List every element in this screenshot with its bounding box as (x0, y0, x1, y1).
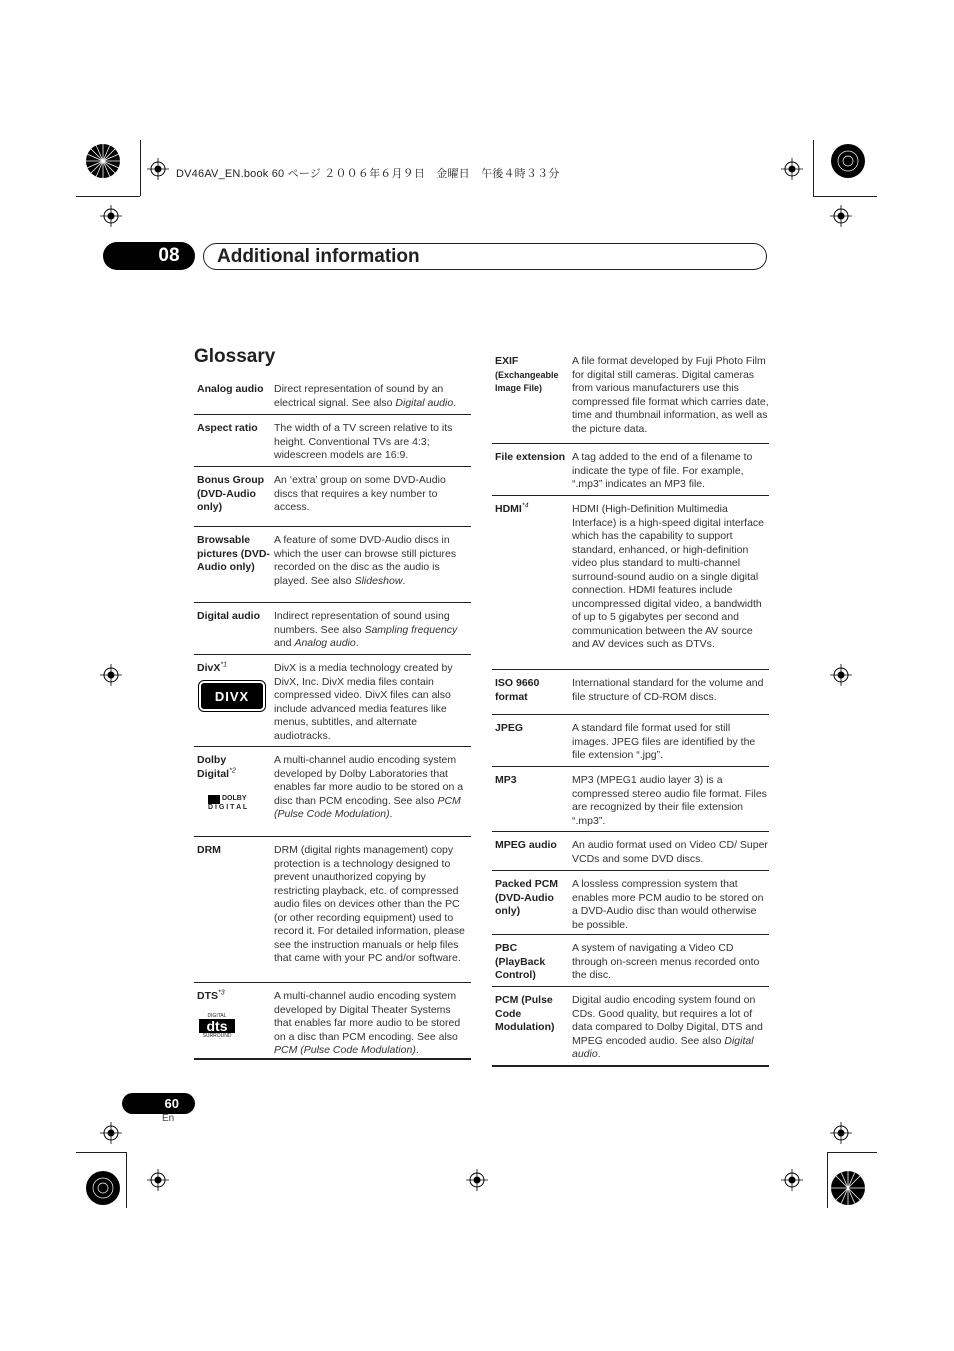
registration-sunburst-icon (85, 1170, 121, 1206)
glossary-definition: An ‘extra’ group on some DVD-Audio discs that requires a key number to access. (274, 474, 446, 513)
glossary-entry-analog-audio (194, 376, 471, 414)
print-slug: DV46AV_EN.book 60 ページ ２００６年６月９日 金曜日 午後４時３３分 (176, 168, 560, 180)
glossary-term: MP3 (495, 774, 517, 786)
glossary-definition: The width of a TV screen relative to its height. Conventional TVs are 4:3; widescreen models are 16:9. (274, 422, 453, 461)
registration-crosshair-icon (100, 1122, 122, 1144)
glossary-entry-dolby-digital (194, 746, 471, 836)
chapter-number-badge: 08 (103, 242, 195, 270)
glossary-entry-packed-pcm (492, 870, 769, 934)
glossary-term: HDMI$^{*4}$ (495, 502, 529, 515)
glossary-entry-aspect-ratio (194, 414, 471, 466)
glossary-definition: Direct representation of sound by an electrical signal. See also Digital audio. (274, 383, 457, 409)
glossary-term: JPEG (495, 722, 524, 734)
registration-crosshair-icon (147, 158, 169, 180)
glossary-entry-drm (194, 836, 471, 982)
page-language: En (162, 1113, 175, 1124)
glossary-term: Aspect ratio (197, 422, 258, 434)
glossary-definition: International standard for the volume and file structure of CD-ROM discs. (572, 677, 764, 703)
glossary-term: Packed PCM (DVD-Audio only) (495, 878, 559, 917)
registration-crosshair-icon (100, 205, 122, 227)
glossary-entry-dts (194, 982, 471, 1060)
glossary-entry-browsable-pictures (194, 526, 471, 602)
glossary-entry-exif (492, 348, 769, 443)
registration-crosshair-icon (466, 1169, 488, 1191)
glossary-term: PBC (PlayBack Control) (495, 942, 546, 981)
glossary-term: PCM (Pulse Code Modulation) (495, 994, 555, 1033)
glossary-entry-iso-9660 (492, 669, 769, 714)
glossary-definition: A file format developed by Fuji Photo Film for digital still cameras. Digital cameras from various manufacturers use this compressed file format which carries date, time and thumbnail information, as well as the picture data. (572, 355, 769, 435)
glossary-definition: Indirect representation of sound using numbers. See also Sampling frequency and Analog audio. (274, 610, 458, 649)
registration-sunburst-icon (830, 143, 866, 179)
glossary-term: Analog audio (197, 383, 264, 395)
glossary-definition: A multi-channel audio encoding system developed by Digital Theater Systems that enables far more audio to be stored on a disc than PCM encoding. See also PCM (Pulse Code Modulation). (274, 990, 461, 1056)
glossary-column-right (492, 348, 769, 1067)
glossary-term: ISO 9660 format (495, 677, 540, 703)
glossary-term: Bonus Group (DVD-Audio only) (197, 474, 265, 513)
glossary-entry-pbc (492, 934, 769, 986)
glossary-entry-file-extension (492, 443, 769, 495)
page-number: 60 (122, 1093, 195, 1114)
glossary-term: MPEG audio (495, 839, 557, 851)
glossary-definition: A multi-channel audio encoding system developed by Dolby Laboratories that enables far more audio to be stored on a disc than PCM encoding. See also PCM (Pulse Code Modulation). (274, 754, 464, 820)
dolby-digital-logo: DOLBY D I G I T A L (208, 795, 248, 811)
chapter-title: Additional information (203, 243, 767, 270)
glossary-definition: An audio format used on Video CD/ Super VCDs and some DVD discs. (572, 839, 768, 865)
section-title: Glossary (194, 346, 276, 367)
divx-logo: DIVX (199, 681, 265, 711)
glossary-definition: A standard file format used for still images. JPEG files are identified by the file extension “.jpg”. (572, 722, 756, 761)
glossary-entry-pcm (492, 986, 769, 1067)
dts-logo: DIGITAL dts SURROUND (199, 1013, 235, 1039)
registration-crosshair-icon (100, 664, 122, 686)
glossary-definition: HDMI (High-Definition Multimedia Interface) is a high-speed digital interface which has the capability to support standard, enhanced, or high-definition video plus standard to multi-channel surround-sound audio on a single digital connection. HDMI features include uncompressed digital video, a bandwidth of up to 5 gigabytes per second and communication between the AV source and AV devices such as DTVs. (572, 503, 765, 650)
glossary-entry-hdmi (492, 495, 769, 669)
glossary-entry-divx (194, 654, 471, 746)
glossary-entry-digital-audio (194, 602, 471, 654)
glossary-definition: MP3 (MPEG1 audio layer 3) is a compressed stereo audio file format. Files are recognized by their file extension “.mp3”. (572, 774, 767, 827)
glossary-term: Browsable pictures (DVD-Audio only) (197, 534, 270, 573)
glossary-definition: A lossless compression system that enables more PCM audio to be stored on a DVD-Audio disc than would otherwise be possible. (572, 878, 764, 931)
glossary-definition: DivX is a media technology created by DivX, Inc. DivX media files contain compressed video. DivX files can also include advanced media features like menus, subtitles, and alternate audiotracks. (274, 662, 453, 742)
registration-crosshair-icon (830, 664, 852, 686)
registration-crosshair-icon (781, 1169, 803, 1191)
glossary-entry-mpeg-audio (492, 831, 769, 870)
registration-crosshair-icon (830, 205, 852, 227)
glossary-entry-bonus-group (194, 466, 471, 526)
glossary-term: Digital audio (197, 610, 260, 622)
glossary-term: DTS$^{*3}$ (197, 989, 225, 1002)
glossary-definition: A tag added to the end of a filename to indicate the type of file. For example, “.mp3” indicates an MP3 file. (572, 451, 753, 490)
registration-sunburst-icon (830, 1170, 866, 1206)
registration-sunburst-icon (85, 143, 121, 179)
glossary-definition: DRM (digital rights management) copy protection is a technology designed to prevent unauthorized copying by restricting playback, etc. of compressed audio files on devices other than the PC (or other recording equipment) used to record it. For detailed information, please see the instruction manuals or help files that came with your PC and/or software. (274, 844, 465, 964)
glossary-term: Dolby Digital$^{*2}$ (197, 754, 236, 780)
registration-crosshair-icon (781, 158, 803, 180)
glossary-definition: Digital audio encoding system found on CDs. Good quality, but requires a lot of data compared to Dolby Digital, DTS and MPEG encoded audio. See also Digital audio. (572, 994, 763, 1060)
glossary-term: File extension (495, 451, 566, 463)
registration-crosshair-icon (147, 1169, 169, 1191)
glossary-entry-jpeg (492, 714, 769, 766)
glossary-definition: A system of navigating a Video CD through on-screen menus recorded onto the disc. (572, 942, 760, 981)
glossary-definition: A feature of some DVD-Audio discs in which the user can browse still pictures recorded on the disc as the audio is played. See also Slideshow. (274, 534, 457, 587)
glossary-term: DRM (197, 844, 221, 856)
glossary-term: DivX$^{*1}$ (197, 661, 227, 674)
glossary-entry-mp3 (492, 766, 769, 831)
glossary-column-left (194, 376, 471, 1060)
registration-crosshair-icon (830, 1122, 852, 1144)
glossary-term: EXIF (Exchangeable Image File) (495, 355, 559, 393)
